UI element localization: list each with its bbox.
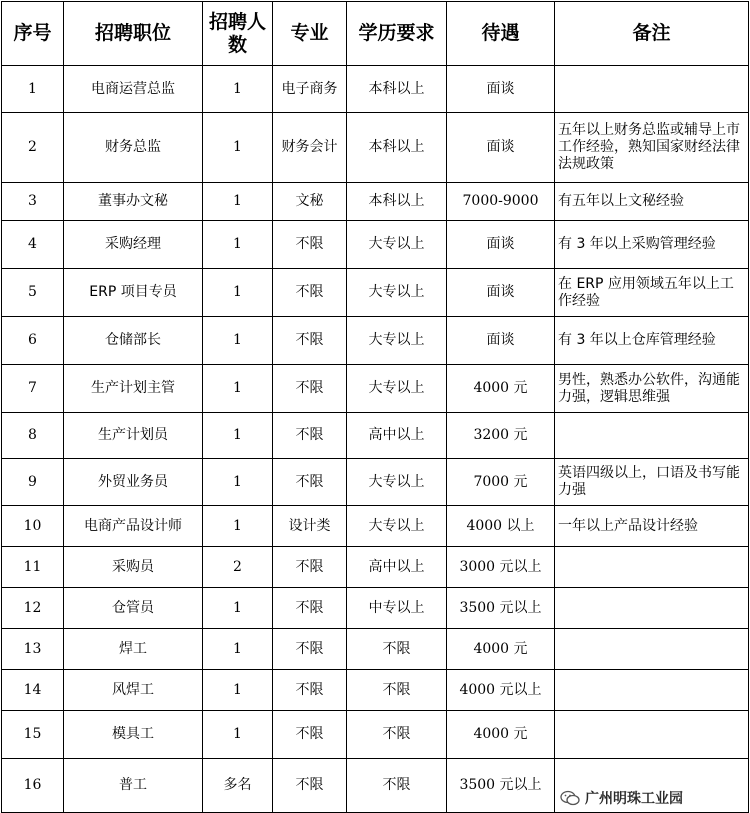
table-row bbox=[2, 588, 749, 629]
header-count: 招聘人数 bbox=[203, 2, 273, 66]
watermark-text: 广州明珠工业园 bbox=[585, 791, 683, 807]
cell-count: 1 bbox=[203, 66, 273, 113]
cell-note: 有五年以上文秘经验 bbox=[555, 183, 749, 221]
cell-education: 大专以上 bbox=[347, 365, 447, 413]
cell-education: 不限 bbox=[347, 670, 447, 711]
table-row bbox=[2, 459, 749, 506]
cell-no: 4 bbox=[2, 221, 64, 269]
cell-count: 2 bbox=[203, 547, 273, 588]
cell-position: 模具工 bbox=[64, 711, 203, 759]
cell-education: 高中以上 bbox=[347, 547, 447, 588]
table-row bbox=[2, 66, 749, 113]
cell-count: 1 bbox=[203, 629, 273, 670]
cell-position: 普工 bbox=[64, 759, 203, 813]
cell-major: 不限 bbox=[273, 670, 347, 711]
cell-no: 15 bbox=[2, 711, 64, 759]
table-row bbox=[2, 670, 749, 711]
cell-major: 不限 bbox=[273, 365, 347, 413]
cell-pay: 4000 以上 bbox=[447, 506, 555, 547]
cell-major: 不限 bbox=[273, 629, 347, 670]
cell-note: 男性，熟悉办公软件，沟通能力强，逻辑思维强 bbox=[555, 365, 749, 413]
cell-count: 1 bbox=[203, 413, 273, 459]
table-row bbox=[2, 269, 749, 317]
cell-position: 外贸业务员 bbox=[64, 459, 203, 506]
cell-major: 不限 bbox=[273, 317, 347, 365]
cell-note bbox=[555, 670, 749, 711]
cell-no: 3 bbox=[2, 183, 64, 221]
table-row bbox=[2, 365, 749, 413]
cell-education: 本科以上 bbox=[347, 66, 447, 113]
cell-pay: 4000 元 bbox=[447, 629, 555, 670]
cell-pay: 面谈 bbox=[447, 113, 555, 183]
cell-no: 7 bbox=[2, 365, 64, 413]
cell-education: 本科以上 bbox=[347, 113, 447, 183]
cell-major: 财务会计 bbox=[273, 113, 347, 183]
header-major: 专业 bbox=[273, 2, 347, 66]
table-row bbox=[2, 413, 749, 459]
cell-note bbox=[555, 629, 749, 670]
cell-note bbox=[555, 66, 749, 113]
table-row bbox=[2, 183, 749, 221]
cell-no: 14 bbox=[2, 670, 64, 711]
cell-pay: 面谈 bbox=[447, 269, 555, 317]
cell-pay: 3000 元以上 bbox=[447, 547, 555, 588]
cell-position: 焊工 bbox=[64, 629, 203, 670]
header-note: 备注 bbox=[555, 2, 749, 66]
wechat-icon bbox=[560, 790, 580, 806]
cell-note: 有 3 年以上仓库管理经验 bbox=[555, 317, 749, 365]
table-row bbox=[2, 113, 749, 183]
cell-education: 大专以上 bbox=[347, 269, 447, 317]
cell-note: 英语四级以上，口语及书写能力强 bbox=[555, 459, 749, 506]
cell-pay: 3200 元 bbox=[447, 413, 555, 459]
recruitment-table bbox=[1, 1, 749, 813]
table-body bbox=[2, 66, 749, 813]
cell-no: 1 bbox=[2, 66, 64, 113]
cell-major: 不限 bbox=[273, 413, 347, 459]
cell-education: 大专以上 bbox=[347, 459, 447, 506]
cell-note bbox=[555, 413, 749, 459]
cell-major: 不限 bbox=[273, 221, 347, 269]
cell-position: 电商运营总监 bbox=[64, 66, 203, 113]
watermark bbox=[560, 788, 683, 808]
cell-count: 1 bbox=[203, 183, 273, 221]
cell-no: 2 bbox=[2, 113, 64, 183]
cell-pay: 4000 元以上 bbox=[447, 670, 555, 711]
table-row bbox=[2, 506, 749, 547]
cell-major: 不限 bbox=[273, 269, 347, 317]
cell-count: 1 bbox=[203, 588, 273, 629]
cell-position: 财务总监 bbox=[64, 113, 203, 183]
cell-major: 不限 bbox=[273, 711, 347, 759]
table-row bbox=[2, 221, 749, 269]
cell-note bbox=[555, 547, 749, 588]
cell-education: 中专以上 bbox=[347, 588, 447, 629]
cell-count: 1 bbox=[203, 113, 273, 183]
cell-count: 1 bbox=[203, 670, 273, 711]
cell-education: 不限 bbox=[347, 711, 447, 759]
cell-position: ERP 项目专员 bbox=[64, 269, 203, 317]
cell-no: 9 bbox=[2, 459, 64, 506]
cell-no: 13 bbox=[2, 629, 64, 670]
cell-no: 6 bbox=[2, 317, 64, 365]
cell-pay: 7000-9000 bbox=[447, 183, 555, 221]
cell-pay: 面谈 bbox=[447, 66, 555, 113]
cell-education: 大专以上 bbox=[347, 506, 447, 547]
cell-education: 本科以上 bbox=[347, 183, 447, 221]
cell-position: 风焊工 bbox=[64, 670, 203, 711]
cell-position: 采购经理 bbox=[64, 221, 203, 269]
cell-count: 1 bbox=[203, 711, 273, 759]
cell-major: 文秘 bbox=[273, 183, 347, 221]
cell-major: 不限 bbox=[273, 547, 347, 588]
cell-note: 一年以上产品设计经验 bbox=[555, 506, 749, 547]
cell-pay: 4000 元 bbox=[447, 365, 555, 413]
header-no: 序号 bbox=[2, 2, 64, 66]
cell-note: 有 3 年以上采购管理经验 bbox=[555, 221, 749, 269]
cell-education: 不限 bbox=[347, 759, 447, 813]
cell-note bbox=[555, 711, 749, 759]
cell-position: 董事办文秘 bbox=[64, 183, 203, 221]
table-row bbox=[2, 711, 749, 759]
header-pay: 待遇 bbox=[447, 2, 555, 66]
cell-pay: 面谈 bbox=[447, 221, 555, 269]
cell-pay: 面谈 bbox=[447, 317, 555, 365]
cell-position: 电商产品设计师 bbox=[64, 506, 203, 547]
cell-major: 电子商务 bbox=[273, 66, 347, 113]
header-position: 招聘职位 bbox=[64, 2, 203, 66]
cell-position: 生产计划员 bbox=[64, 413, 203, 459]
cell-major: 不限 bbox=[273, 459, 347, 506]
cell-education: 高中以上 bbox=[347, 413, 447, 459]
cell-no: 10 bbox=[2, 506, 64, 547]
table-row bbox=[2, 629, 749, 670]
cell-no: 11 bbox=[2, 547, 64, 588]
cell-count: 1 bbox=[203, 365, 273, 413]
cell-pay: 7000 元 bbox=[447, 459, 555, 506]
cell-position: 生产计划主管 bbox=[64, 365, 203, 413]
table-row bbox=[2, 317, 749, 365]
cell-pay: 3500 元以上 bbox=[447, 588, 555, 629]
cell-no: 16 bbox=[2, 759, 64, 813]
header-row bbox=[2, 2, 749, 66]
cell-major: 设计类 bbox=[273, 506, 347, 547]
cell-major: 不限 bbox=[273, 588, 347, 629]
cell-education: 大专以上 bbox=[347, 221, 447, 269]
cell-education: 不限 bbox=[347, 629, 447, 670]
cell-note bbox=[555, 588, 749, 629]
cell-position: 仓储部长 bbox=[64, 317, 203, 365]
cell-position: 采购员 bbox=[64, 547, 203, 588]
cell-count: 1 bbox=[203, 269, 273, 317]
cell-no: 12 bbox=[2, 588, 64, 629]
table-row bbox=[2, 547, 749, 588]
cell-count: 1 bbox=[203, 506, 273, 547]
cell-note: 五年以上财务总监或辅导上市工作经验，熟知国家财经法律法规政策 bbox=[555, 113, 749, 183]
cell-major: 不限 bbox=[273, 759, 347, 813]
cell-pay: 4000 元 bbox=[447, 711, 555, 759]
cell-pay: 3500 元以上 bbox=[447, 759, 555, 813]
cell-position: 仓管员 bbox=[64, 588, 203, 629]
cell-count: 1 bbox=[203, 317, 273, 365]
cell-count: 多名 bbox=[203, 759, 273, 813]
cell-count: 1 bbox=[203, 221, 273, 269]
cell-education: 大专以上 bbox=[347, 317, 447, 365]
cell-no: 8 bbox=[2, 413, 64, 459]
cell-note: 在 ERP 应用领域五年以上工作经验 bbox=[555, 269, 749, 317]
header-education: 学历要求 bbox=[347, 2, 447, 66]
cell-no: 5 bbox=[2, 269, 64, 317]
cell-count: 1 bbox=[203, 459, 273, 506]
